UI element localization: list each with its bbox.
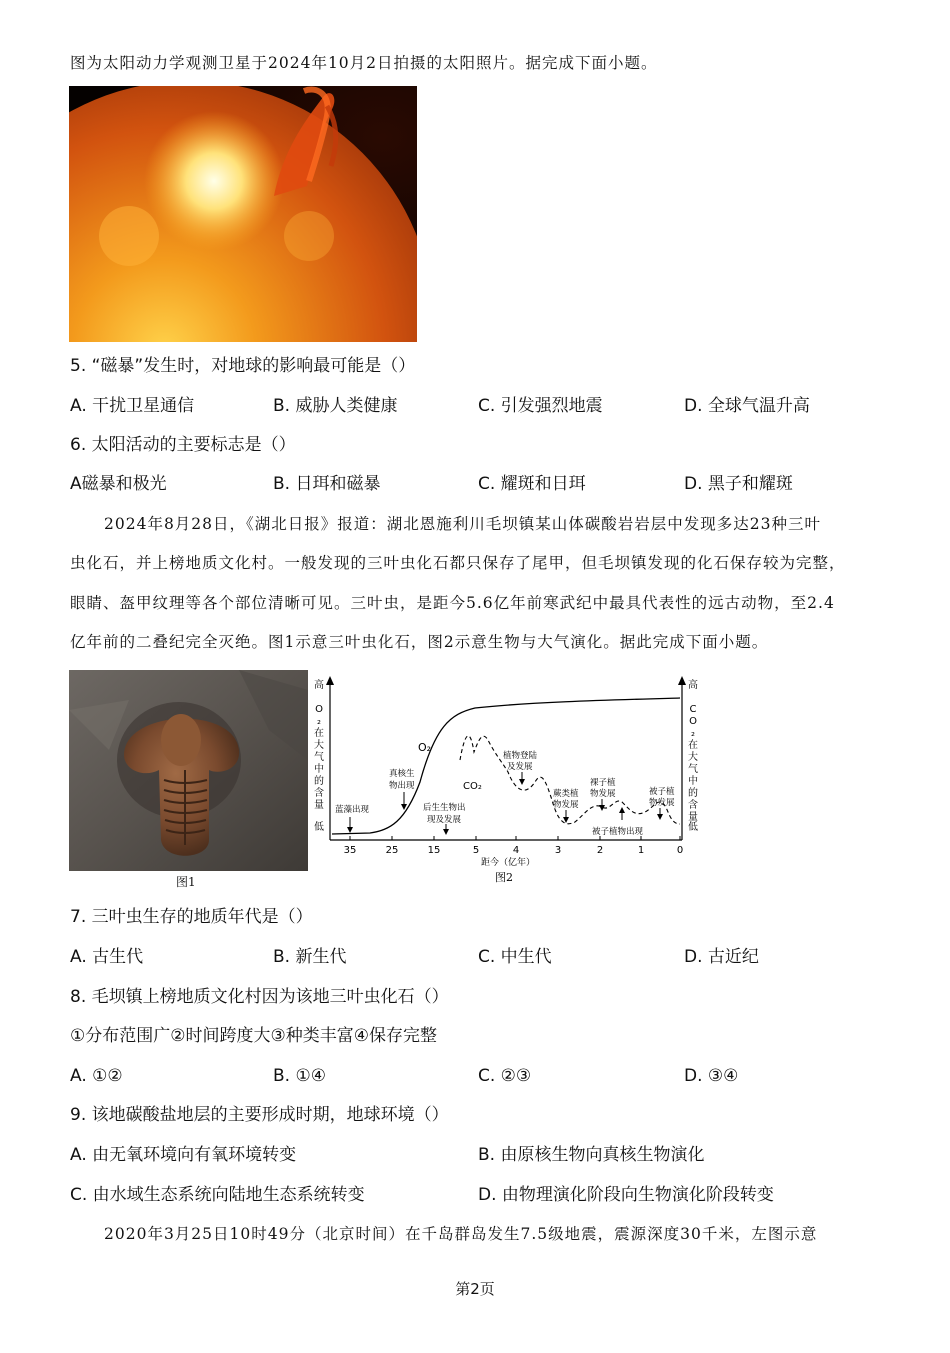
q5-option-a: A. 干扰卫星通信: [70, 396, 195, 416]
o2-curve: [332, 698, 680, 834]
intro-text: 图为太阳动力学观测卫星于2024年10月2日拍摄的太阳照片。据完成下面小题。: [70, 54, 658, 72]
q6-option-d: D. 黑子和耀斑: [684, 474, 793, 494]
q5-option-d: D. 全球气温升高: [684, 396, 810, 416]
q5-stem: 5. “磁暴”发生时，对地球的影响最可能是（）: [70, 356, 416, 376]
trilobite-fossil-photo: [69, 670, 308, 871]
q7-stem: 7. 三叶虫生存的地质年代是（）: [70, 907, 313, 927]
right-axis-label: C O ₂ 在大气中的含量: [688, 704, 698, 823]
q7-option-d: D. 古近纪: [684, 947, 759, 967]
x-tick-label: 35: [343, 845, 357, 856]
x-tick-label: 0: [676, 845, 684, 856]
event-gymno-2: 物发展: [590, 789, 616, 799]
page-number: 第2页: [455, 1280, 495, 1298]
right-axis-bottom: 低: [688, 822, 698, 833]
co2-curve-label: CO₂: [463, 781, 482, 792]
passage2-line1: 2024年8月28日，《湖北日报》报道：湖北恩施利川毛坝镇某山体碳酸岩岩层中发现多达23种三叶: [104, 515, 822, 533]
passage2-line2: 虫化石，并上榜地质文化村。一般发现的三叶虫化石都只保存了尾甲，但毛坝镇发现的化石保存较为完整，: [70, 554, 846, 572]
q7-option-b: B. 新生代: [273, 947, 347, 967]
event-eukaryote-2: 物出现: [389, 781, 415, 791]
q9-option-a: A. 由无氧环境向有氧环境转变: [70, 1145, 297, 1165]
event-gymno-1: 裸子植: [590, 778, 616, 788]
q8-option-d: D. ③④: [684, 1066, 739, 1086]
fig1-caption: 图1: [176, 875, 196, 889]
evolution-chart: [310, 672, 705, 887]
x-tick-label: 1: [637, 845, 645, 856]
q7-option-c: C. 中生代: [478, 947, 552, 967]
event-metazoa-1: 后生生物出: [423, 803, 466, 813]
q5-option-c: C. 引发强烈地震: [478, 396, 603, 416]
right-axis-arrow-icon: [678, 676, 686, 685]
q9-option-d: D. 由物理演化阶段向生物演化阶段转变: [478, 1185, 774, 1205]
q8-option-c: C. ②③: [478, 1066, 532, 1086]
event-ferns-2: 物发展: [553, 800, 579, 810]
q5-option-b: B. 威胁人类健康: [273, 396, 398, 416]
sun-photo: [69, 86, 417, 342]
left-axis-arrow-icon: [326, 676, 334, 685]
event-angio-2: 物发展: [649, 798, 675, 808]
q6-option-a: A磁暴和极光: [70, 474, 167, 494]
event-land-plants-2: 及发展: [507, 762, 533, 772]
q6-stem: 6. 太阳活动的主要标志是（）: [70, 435, 296, 455]
x-tick-label: 15: [427, 845, 441, 856]
q7-option-a: A. 古生代: [70, 947, 144, 967]
left-axis-label: O ₂ 在大气中的含量: [314, 704, 324, 811]
x-tick-label: 5: [472, 845, 480, 856]
q6-option-b: B. 日珥和磁暴: [273, 474, 381, 494]
event-eukaryote-1: 真核生: [389, 769, 415, 779]
event-algae: 蓝藻出现: [335, 805, 370, 815]
passage2-line4: 亿年前的二叠纪完全灭绝。图1示意三叶虫化石，图2示意生物与大气演化。据此完成下面小题。: [70, 633, 769, 651]
x-tick-label: 3: [554, 845, 562, 856]
event-angio-1: 被子植: [649, 787, 675, 797]
x-tick-label: 25: [385, 845, 399, 856]
o2-curve-label: O₂: [418, 741, 432, 754]
event-ferns-1: 蕨类植: [553, 789, 579, 799]
q8-stem: 8. 毛坝镇上榜地质文化村因为该地三叶虫化石（）: [70, 987, 449, 1007]
q9-option-b: B. 由原核生物向真核生物演化: [478, 1145, 705, 1165]
event-land-plants-1: 植物登陆: [503, 751, 538, 761]
fig2-caption: 图2: [495, 871, 513, 884]
co2-curve: [460, 736, 680, 824]
passage2-line3: 眼睛、盔甲纹理等各个部位清晰可见。三叶虫，是距今5.6亿年前寒武纪中最具代表性的远古动物，至2.4: [70, 594, 835, 612]
x-tick-label: 2: [596, 845, 604, 856]
passage3-text: 2020年3月25日10时49分（北京时间）在千岛群岛发生7.5级地震，震源深度30千米，左图示意: [104, 1225, 818, 1243]
q8-option-a: A. ①②: [70, 1066, 123, 1086]
q8-statements: ①分布范围广②时间跨度大③种类丰富④保存完整: [70, 1026, 437, 1046]
q9-option-c: C. 由水域生态系统向陆地生态系统转变: [70, 1185, 365, 1205]
q8-option-b: B. ①④: [273, 1066, 326, 1086]
right-axis-top: 高: [688, 680, 698, 691]
left-axis-top: 高: [314, 680, 324, 691]
left-axis-bottom: 低: [314, 822, 324, 833]
q6-option-c: C. 耀斑和日珥: [478, 474, 586, 494]
x-tick-label: 4: [512, 845, 520, 856]
q9-stem: 9. 该地碳酸盐地层的主要形成时期，地球环境（）: [70, 1105, 449, 1125]
x-axis-label: 距今（亿年）: [480, 858, 536, 868]
event-angio-appear: 被子植物出现: [592, 827, 644, 837]
event-metazoa-2: 现及发展: [427, 815, 462, 825]
